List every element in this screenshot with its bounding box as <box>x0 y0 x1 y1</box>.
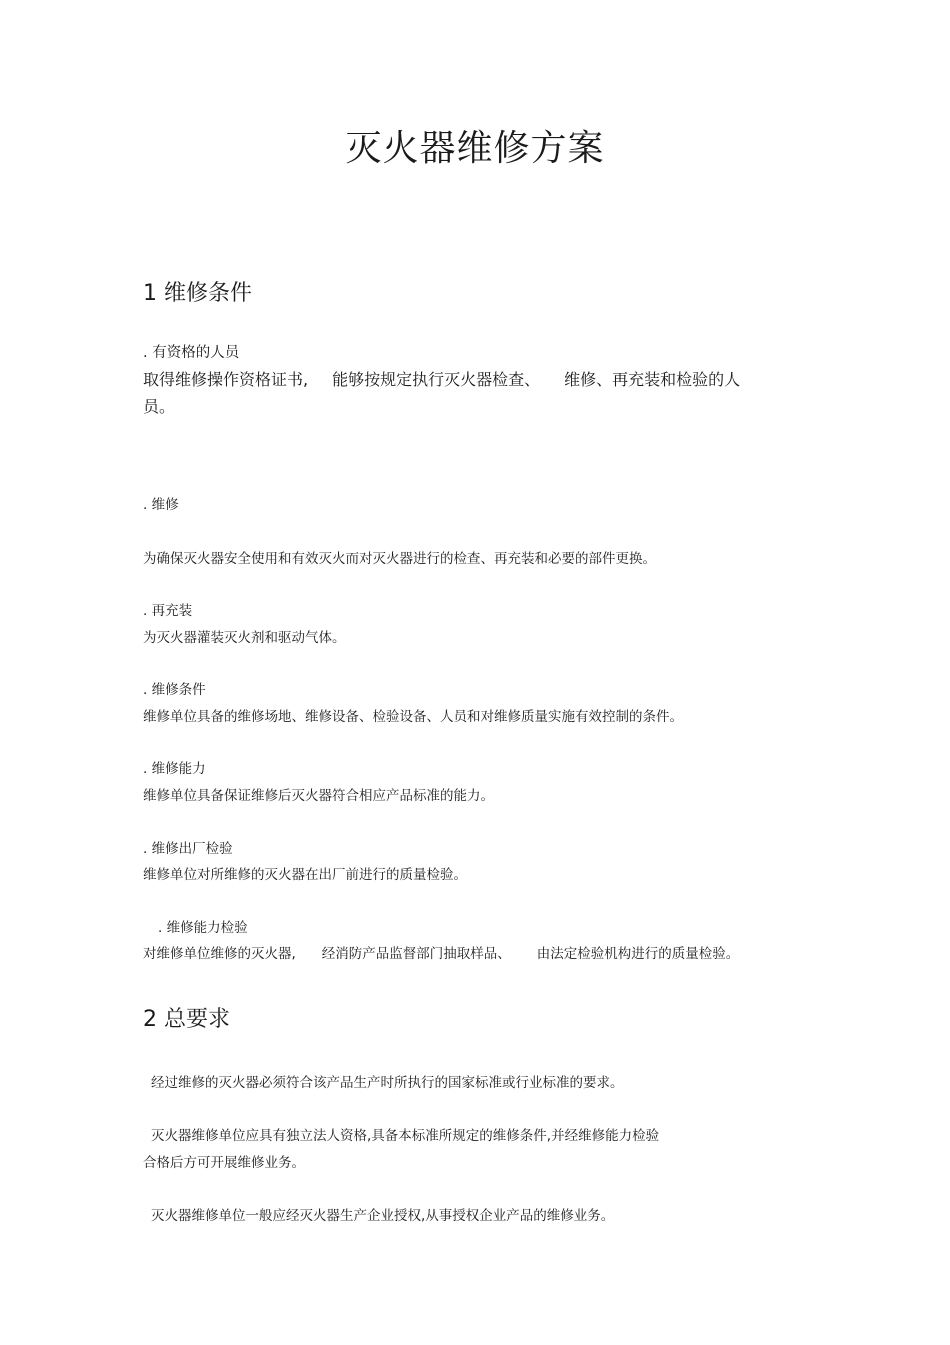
qualified-personnel-text-line-2: 员。 <box>143 397 176 416</box>
qualified-personnel-text-part-c: 维修、再充装和检验的人 <box>564 370 741 389</box>
qualified-personnel-text-part-b: 能够按规定执行灭火器检查、 <box>332 370 541 389</box>
subsection-maintenance-label: . 维修 <box>143 497 179 513</box>
general-requirement-3: 灭火器维修单位一般应经灭火器生产企业授权,从事授权企业产品的维修业务。 <box>151 1208 615 1224</box>
section-1-heading: 1 维修条件 <box>143 281 252 306</box>
factory-inspection-definition: 维修单位对所维修的灭火器在出厂前进行的质量检验。 <box>143 867 467 883</box>
capability-test-part-c: 由法定检验机构进行的质量检验。 <box>536 946 740 962</box>
section-2-heading: 2 总要求 <box>143 1007 230 1032</box>
qualified-personnel-text-line-1 <box>143 367 740 390</box>
general-requirement-1: 经过维修的灭火器必须符合该产品生产时所执行的国家标准或行业标准的要求。 <box>151 1075 624 1091</box>
maintenance-capability-definition: 维修单位具备保证维修后灭火器符合相应产品标准的能力。 <box>143 788 494 804</box>
capability-test-definition <box>143 942 739 962</box>
subsection-recharge-label: . 再充装 <box>143 603 193 619</box>
subsection-factory-inspection-label: . 维修出厂检验 <box>143 841 233 857</box>
subsection-capability-test-label: . 维修能力检验 <box>158 920 248 936</box>
subsection-qualified-personnel-label: . 有资格的人员 <box>143 345 240 361</box>
subsection-maintenance-conditions-label: . 维修条件 <box>143 682 206 698</box>
maintenance-definition: 为确保灭火器安全使用和有效灭火而对灭火器进行的检查、再充装和必要的部件更换。 <box>143 551 656 567</box>
qualified-personnel-text-part-a: 取得维修操作资格证书, <box>143 370 309 389</box>
capability-test-part-b: 经消防产品监督部门抽取样品、 <box>321 946 511 962</box>
page-title: 灭火器维修方案 <box>345 128 605 169</box>
subsection-maintenance-capability-label: . 维修能力 <box>143 761 206 777</box>
general-requirement-2-line-1: 灭火器维修单位应具有独立法人资格,具备本标准所规定的维修条件,并经维修能力检验 <box>151 1128 660 1144</box>
maintenance-conditions-definition: 维修单位具备的维修场地、维修设备、检验设备、人员和对维修质量实施有效控制的条件。 <box>143 709 683 725</box>
capability-test-part-a: 对维修单位维修的灭火器, <box>143 946 296 962</box>
recharge-definition: 为灭火器灌装灭火剂和驱动气体。 <box>143 630 346 646</box>
general-requirement-2-line-2: 合格后方可开展维修业务。 <box>143 1155 305 1171</box>
